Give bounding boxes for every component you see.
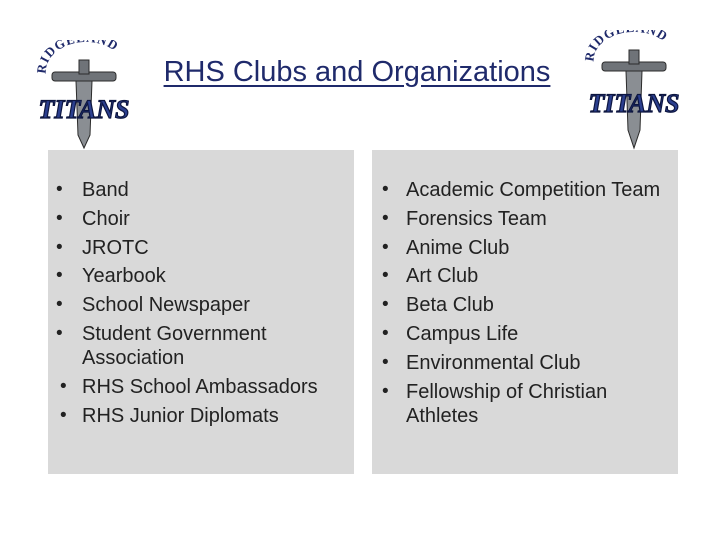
clubs-list-right [382, 178, 672, 428]
list-item: • RHS Junior Diplomats [60, 404, 279, 427]
list-item: • Student Government Association [56, 322, 267, 369]
bullet-icon: • [382, 207, 389, 229]
ridgeland-titans-logo-left [34, 40, 134, 150]
bullet-icon: • [56, 207, 63, 229]
clubs-list-left [56, 178, 348, 428]
bullet-icon: • [382, 265, 389, 287]
list-item: • RHS School Ambassadors [60, 375, 318, 398]
logo-arc-text: RIDG D [34, 40, 122, 75]
ridgeland-titans-logo-right [584, 30, 684, 140]
svg-text:RIDGELAND [34, 40, 122, 74]
list-item: • JROTC [56, 236, 149, 259]
bullet-icon: • [382, 351, 389, 373]
list-item: • Yearbook [56, 265, 166, 288]
list-item: • Environmental Club [382, 351, 581, 374]
logo-arc-text: IDG ND [585, 30, 671, 54]
bullet-icon: • [56, 294, 63, 316]
list-item: • Art Club [382, 265, 479, 288]
list-item: • Choir [56, 207, 130, 230]
list-item: • Academic Competition Team [382, 179, 661, 201]
sword-logo-icon [34, 40, 134, 150]
list-item: • Forensics Team [382, 207, 547, 230]
bullet-icon: • [56, 236, 63, 258]
bullet-icon: • [56, 179, 63, 200]
bullet-icon: • [56, 265, 63, 287]
bullet-icon: • [60, 375, 67, 397]
bullet-icon: • [382, 294, 389, 316]
svg-text:RIDGELAND [584, 30, 671, 62]
logo-wordmark: TITANS [38, 95, 130, 124]
list-item: • School Newspaper [56, 294, 250, 317]
sword-logo-icon [584, 30, 684, 150]
clubs-panel-left [48, 150, 354, 474]
logo-wordmark: TITANS [588, 89, 680, 118]
list-item: • Fellowship of Christian Athletes [382, 380, 608, 427]
list-item: • Band [56, 179, 129, 201]
clubs-panel-right [372, 150, 678, 474]
list-item: • Campus Life [382, 322, 519, 345]
bullet-icon: • [56, 322, 63, 344]
bullet-icon: • [382, 322, 389, 344]
bullet-icon: • [60, 404, 67, 426]
bullet-icon: • [382, 380, 389, 402]
list-item: • Anime Club [382, 236, 510, 259]
bullet-icon: • [382, 236, 389, 258]
list-item: • Beta Club [382, 294, 494, 317]
bullet-icon: • [382, 179, 389, 200]
page-title: RHS Clubs and Organizations [163, 56, 551, 88]
